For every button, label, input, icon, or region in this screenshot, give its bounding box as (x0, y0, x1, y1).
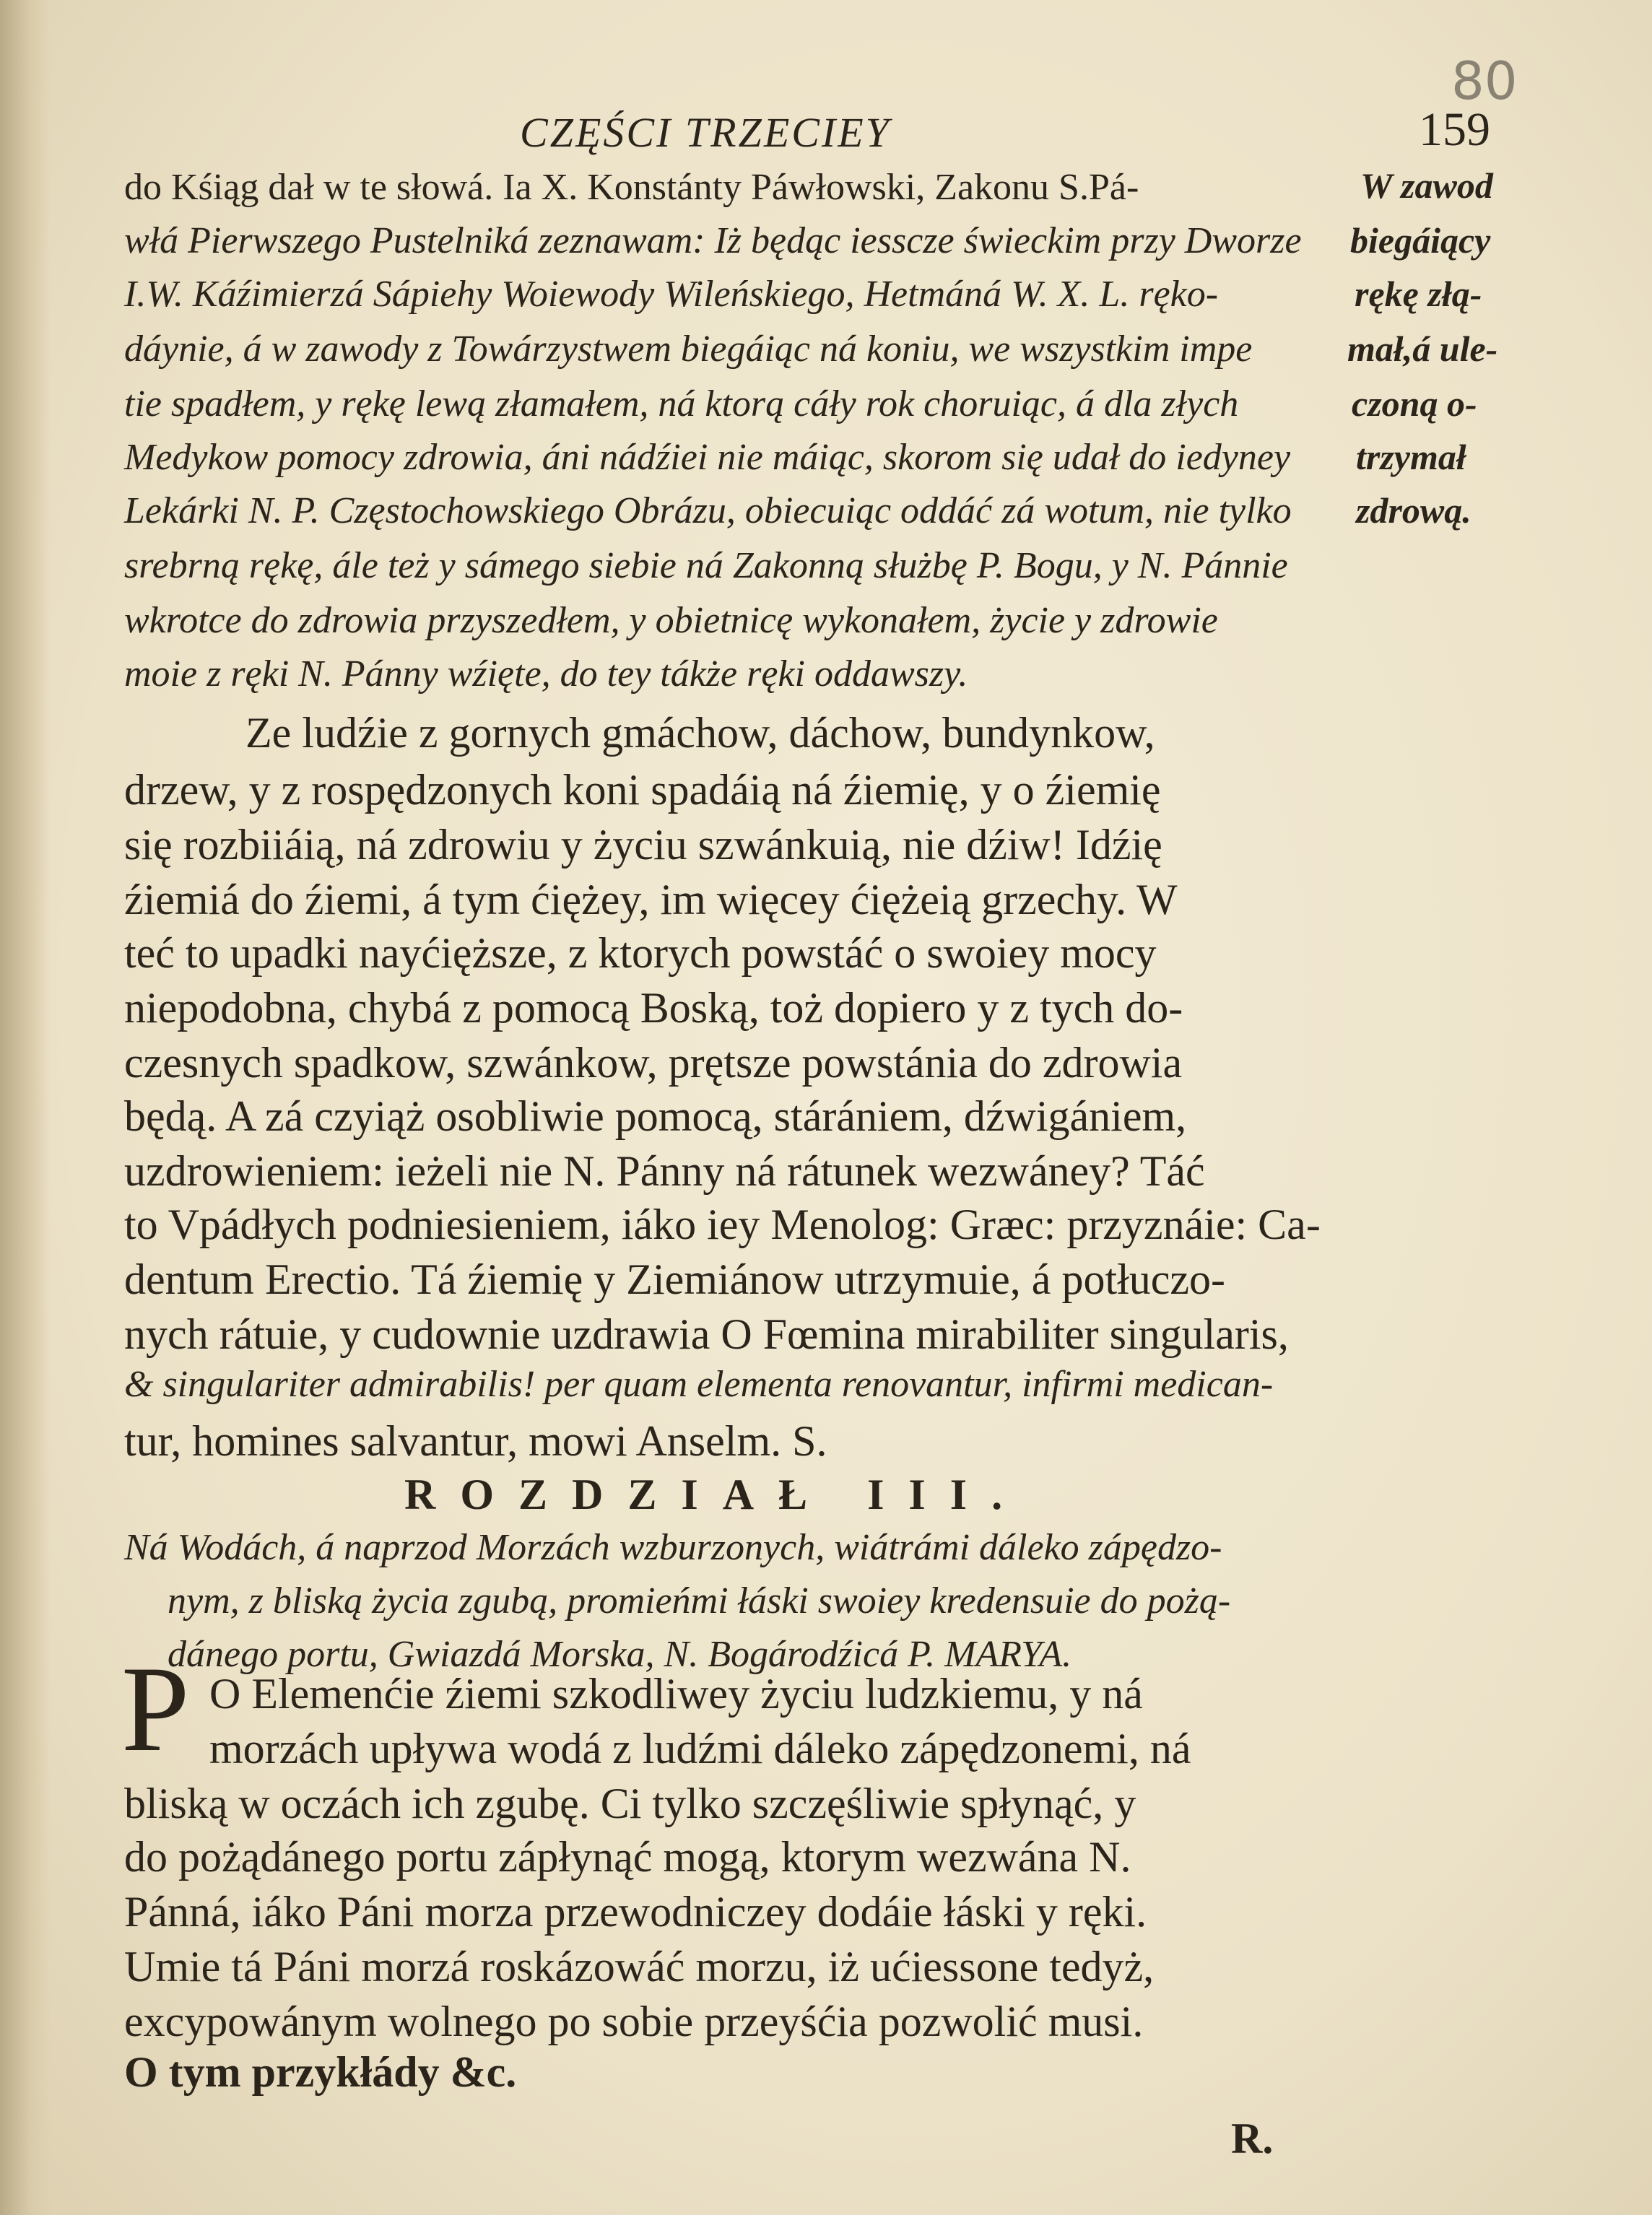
text-line: dánego portu, Gwiazdá Morska, N. Bogárodźicá P. MARYA. (168, 1634, 1072, 1675)
text-line: Umie tá Páni morzá roskázowáć morzu, iż ućiessone tedyż, (124, 1943, 1155, 1990)
drop-cap: P (121, 1641, 190, 1777)
margin-note-line: rękę złą- (1355, 274, 1482, 314)
text-line: bliską w oczách ich zgubę. Ci tylko szczęśliwie spłynąć, y (124, 1780, 1136, 1827)
text-line: I.W. Káźimierzá Sápiehy Woiewody Wileńskiego, Hetmáná W. X. L. ręko- (124, 274, 1219, 315)
text-line: niepodobna, chybá z pomocą Boską, toż dopiero y z tych do- (124, 984, 1183, 1032)
text-line: moie z ręki N. Pánny wźięte, do tey tákże ręki oddawszy. (124, 653, 968, 695)
text-line: uzdrowieniem: ieżeli nie N. Pánny ná rátunek wezwáney? Táć (124, 1147, 1205, 1195)
text-line: będą. A zá czyiąż osobliwie pomocą, stárániem, dźwigániem, (124, 1092, 1187, 1140)
text-line: O Elemenćie źiemi szkodliwey życiu ludzkiemu, y ná (209, 1670, 1143, 1718)
running-head: CZĘŚCI TRZECIEY (520, 109, 891, 156)
text-line: tie spadłem, y rękę lewą złamałem, ná ktorą cáły rok choruiąc, á dla złych (124, 383, 1239, 425)
catchword: R. (1231, 2115, 1274, 2162)
text-line: dáynie, á w zawody z Towárzystwem biegáiąc ná koniu, we wszystkim impe (124, 328, 1253, 370)
text-line: excypowánym wolnego po sobie przeyśćia pozwolić musi. (124, 1998, 1144, 2045)
text-line: czesnych spadkow, szwánkow, prętsze powstánia do zdrowia (124, 1039, 1183, 1087)
text-line: nych rátuie, y cudownie uzdrawia O Fœmina mirabiliter singularis, (124, 1310, 1289, 1358)
text-line: teć to upadki nayćięższe, z ktorych powstáć o swoiey mocy (124, 929, 1157, 977)
text-line: Ná Wodách, á naprzod Morzách wzburzonych, wiátrámi dáleko zápędzo- (124, 1527, 1222, 1568)
margin-note-line: trzymał (1356, 437, 1466, 477)
page-gutter-shadow (0, 0, 51, 2215)
margin-note-line: biegáiący (1350, 220, 1491, 261)
text-line: srebrną rękę, ále też y sámego siebie ná Zakonną służbę P. Bogu, y N. Pánnie (124, 545, 1288, 586)
text-line: dentum Erectio. Tá źiemię y Ziemiánow utrzymuie, á potłuczo- (124, 1256, 1226, 1303)
margin-note-line: W zawod (1360, 165, 1493, 206)
text-line: nym, z bliską życia zgubą, promieńmi łáski swoiey kredensuie do pożą- (168, 1580, 1231, 1622)
text-line: O tym przykłády &c. (124, 2048, 517, 2096)
text-line: Lekárki N. P. Częstochowskiego Obrázu, obiecuiąc oddáć zá wotum, nie tylko (124, 490, 1292, 531)
chapter-heading: ROZDZIAŁ III. (404, 1471, 1027, 1518)
page-number: 159 (1419, 103, 1490, 156)
text-line: włá Pierwszego Pustelniká zeznawam: Iż będąc iesscze świeckim przy Dworze (124, 220, 1302, 261)
text-line: się rozbiiáią, ná zdrowiu y życiu szwánkuią, nie dźiw! Idźię (124, 821, 1162, 869)
text-line: & singulariter admirabilis! per quam elementa renovantur, infirmi medican- (124, 1364, 1274, 1405)
text-line: morzách upływa wodá z ludźmi dáleko zápędzonemi, ná (209, 1725, 1191, 1772)
margin-note-line: czoną o- (1352, 383, 1477, 424)
text-line: tur, homines salvantur, mowi Anselm. S. (124, 1417, 827, 1465)
margin-note-line: mał,á ule- (1347, 328, 1498, 369)
text-line: wkrotce do zdrowia przyszedłem, y obietnicę wykonałem, życie y zdrowie (124, 600, 1218, 641)
text-line: do pożądánego portu zápłynąć mogą, ktorym wezwána N. (124, 1833, 1131, 1881)
text-line: do Kśiąg dał w te słowá. Ia X. Konstánty Páwłowski, Zakonu S.Pá- (124, 167, 1139, 208)
text-line: Medykow pomocy zdrowia, áni nádźiei nie máiąc, skorom się udał do iedyney (124, 437, 1291, 478)
text-line: Ze ludźie z gornych gmáchow, dáchow, bundynkow, (245, 709, 1155, 757)
text-line: to Vpádłych podniesieniem, iáko iey Menolog: Græc: przyznáie: Ca- (124, 1201, 1321, 1248)
text-line: drzew, y z rospędzonych koni spadáią ná źiemię, y o źiemię (124, 766, 1161, 814)
folio-pencil-note: 80 (1451, 51, 1518, 111)
margin-note-line: zdrową. (1356, 490, 1471, 531)
text-line: Pánná, iáko Páni morza przewodniczey dodáie łáski y ręki. (124, 1888, 1147, 1936)
text-line: źiemiá do źiemi, á tym ćiężey, im więcey ćiężeią grzechy. W (124, 876, 1178, 923)
